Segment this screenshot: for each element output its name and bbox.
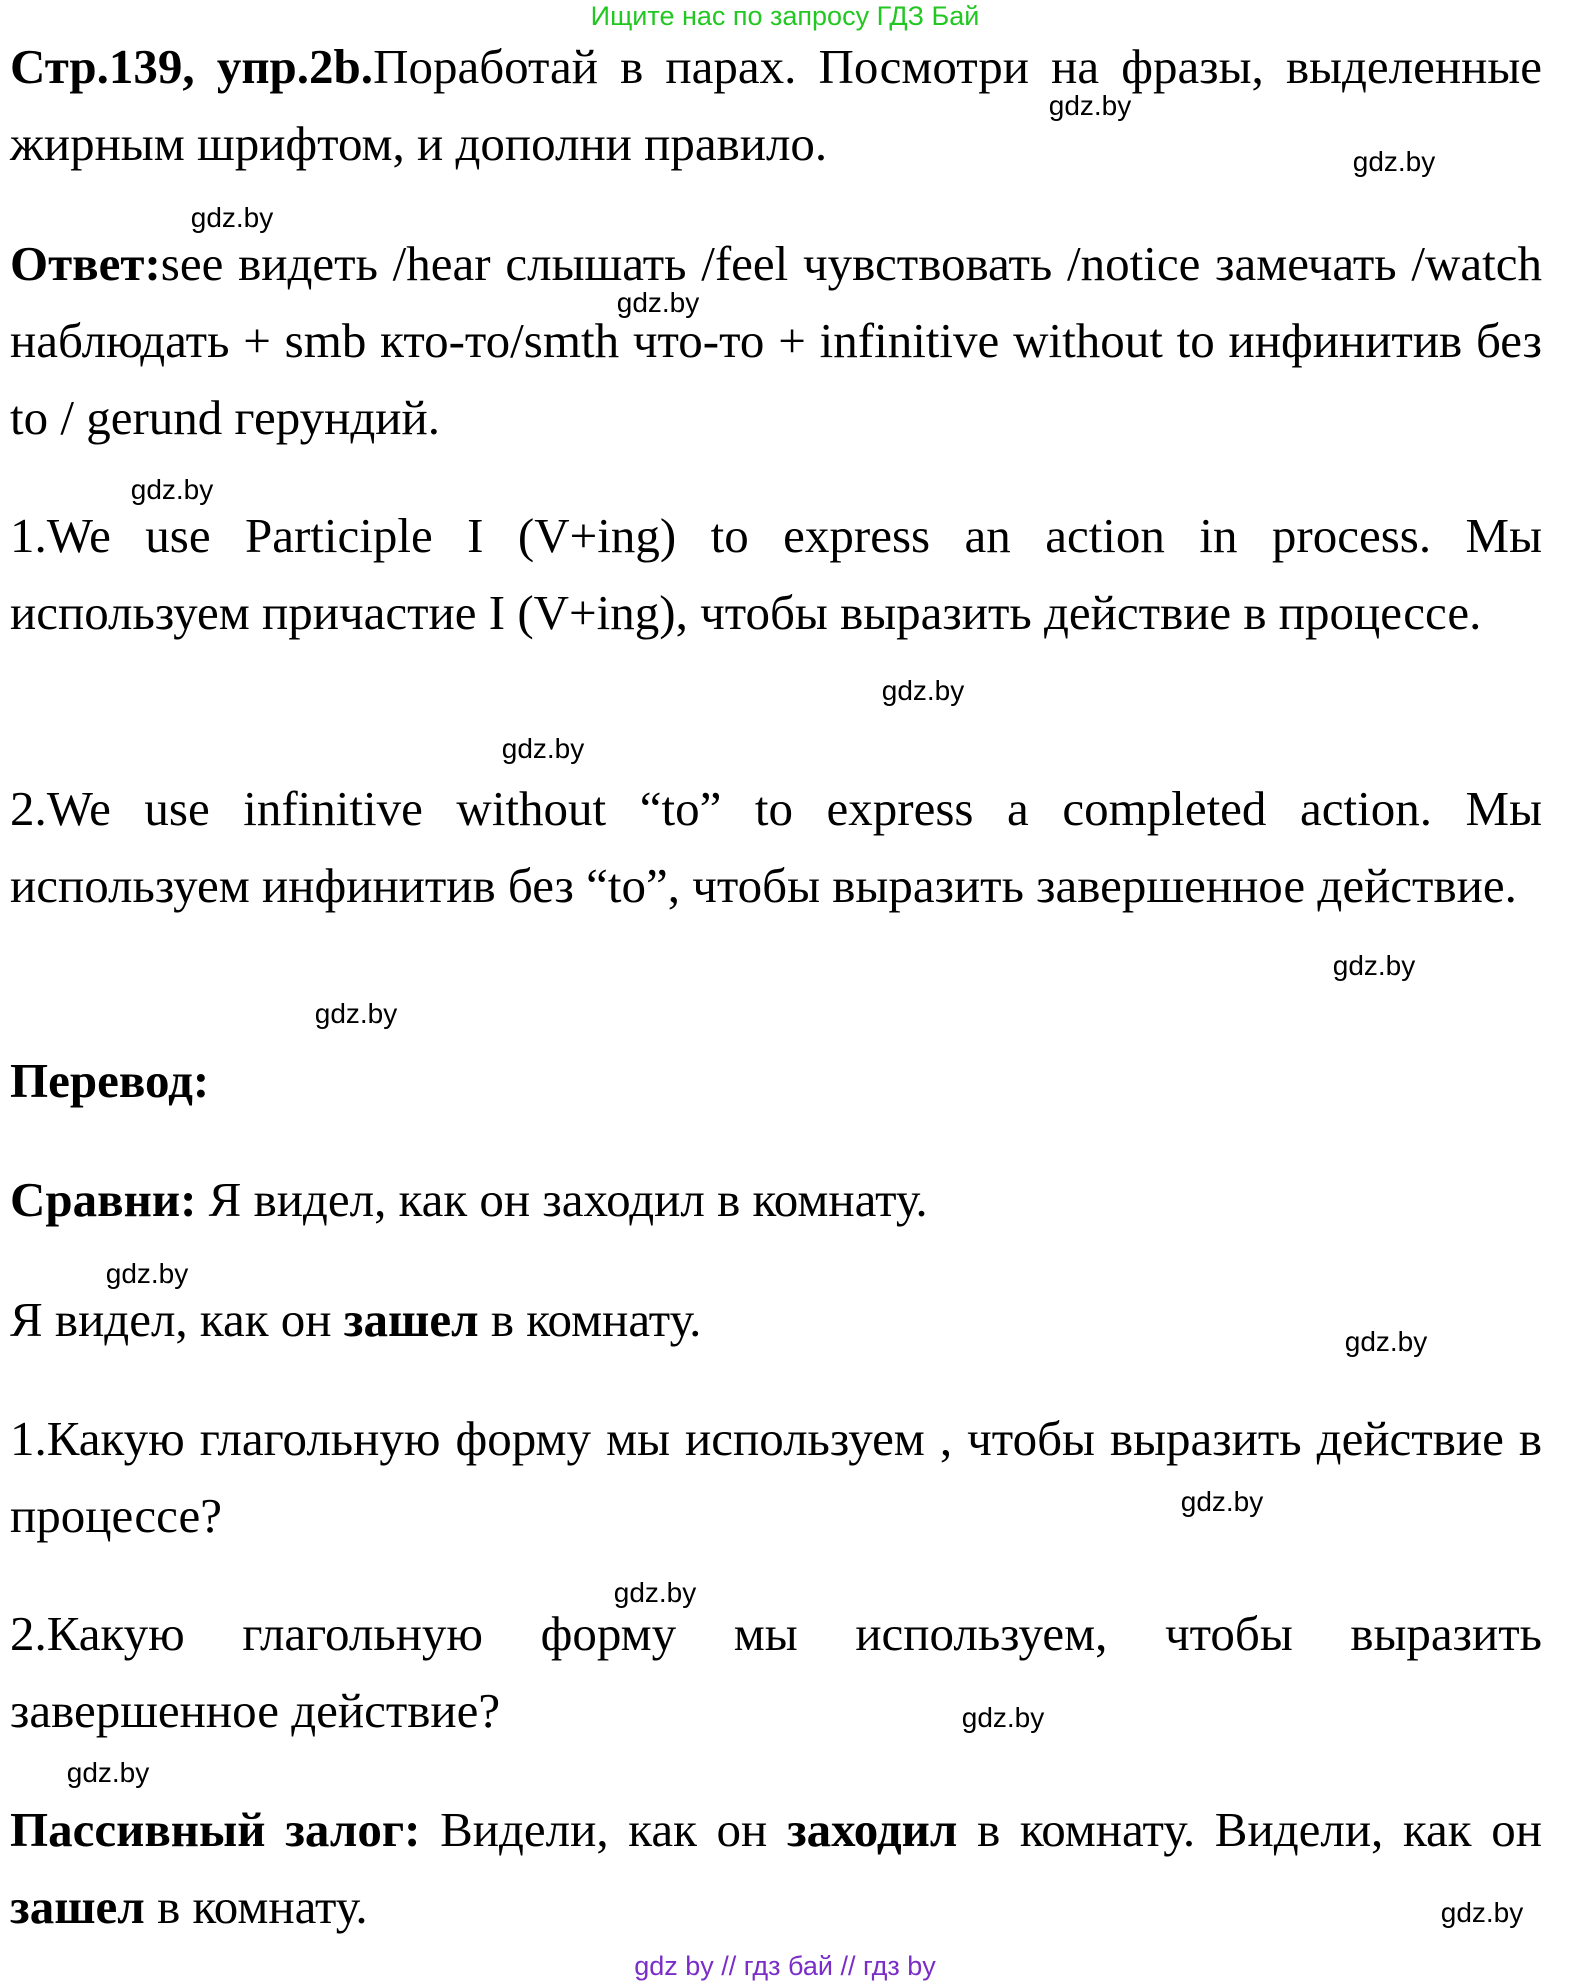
- watermark: gdz.by: [961, 1702, 1045, 1733]
- rule-2: 2.We use infinitive without “to” to express a completed action. Мы используем инфинитив без “to”, чтобы выразить завершенное действие.: [10, 781, 1542, 913]
- answer-text: see видеть /hear слышать /feel чувствовать /notice замечать /watch наблюдать + smb кто-то/smth что-то + infinitive without to инфинитив без to / gerund герундий.: [10, 236, 1542, 445]
- question-2: 2.Какую глагольную форму мы используем, чтобы выразить завершенное действие?: [10, 1606, 1542, 1738]
- task-ref: Стр.139, упр.2b.: [10, 39, 374, 94]
- footer-links[interactable]: gdz by // гдз бай // гдз by: [634, 1951, 936, 1981]
- compare-text: Я видел, как он заходил в комнату.: [196, 1172, 928, 1227]
- bold-verb: заходил: [786, 1802, 958, 1857]
- question-1: 1.Какую глагольную форму мы используем , чтобы выразить действие в процессе?: [10, 1411, 1542, 1543]
- rule-1: 1.We use Participle I (V+ing) to express an action in process. Мы используем причастие I (V+ing), чтобы выразить действие в процессе.: [10, 508, 1542, 640]
- task-text: Поработай в парах. Посмотри на фразы, выделенные жирным шрифтом, и дополни правило.: [10, 39, 1542, 171]
- watermark: gdz.by: [1440, 1897, 1524, 1928]
- watermark: gdz.by: [1180, 1486, 1264, 1517]
- bold-verb: зашел: [343, 1292, 479, 1347]
- compare-line: [10, 1161, 1542, 1238]
- text: в комнату.: [478, 1292, 702, 1347]
- watermark: gdz.by: [1352, 146, 1436, 177]
- compare-label: Сравни:: [10, 1172, 197, 1227]
- watermark: gdz.by: [66, 1757, 150, 1788]
- watermark: gdz.by: [501, 733, 585, 764]
- watermark: gdz.by: [1332, 950, 1416, 981]
- translation-heading-text: Перевод:: [10, 1053, 210, 1108]
- passive-label: Пассивный залог:: [10, 1802, 421, 1857]
- text: Я видел, как он: [10, 1292, 344, 1347]
- watermark: gdz.by: [105, 1258, 189, 1289]
- text: Видели, как он: [420, 1802, 787, 1857]
- compare-line-2: [10, 1281, 1542, 1358]
- watermark: gdz.by: [1048, 90, 1132, 121]
- watermark: gdz.by: [314, 998, 398, 1029]
- task-paragraph: [10, 28, 1542, 182]
- text: в комнату. Видели, как он: [957, 1802, 1542, 1857]
- watermark: gdz.by: [130, 474, 214, 505]
- answer-paragraph: [10, 225, 1542, 456]
- translation-heading: [10, 1042, 1542, 1119]
- watermark: gdz.by: [190, 202, 274, 233]
- passive-paragraph: [10, 1791, 1542, 1945]
- top-banner: Ищите нас по запросу ГДЗ Бай: [590, 1, 980, 31]
- watermark: gdz.by: [613, 1577, 697, 1608]
- watermark: gdz.by: [881, 675, 965, 706]
- bold-verb: зашел: [10, 1879, 145, 1934]
- text: в комнату.: [144, 1879, 368, 1934]
- watermark: gdz.by: [616, 287, 700, 318]
- answer-label: Ответ:: [10, 236, 161, 291]
- watermark: gdz.by: [1344, 1326, 1428, 1357]
